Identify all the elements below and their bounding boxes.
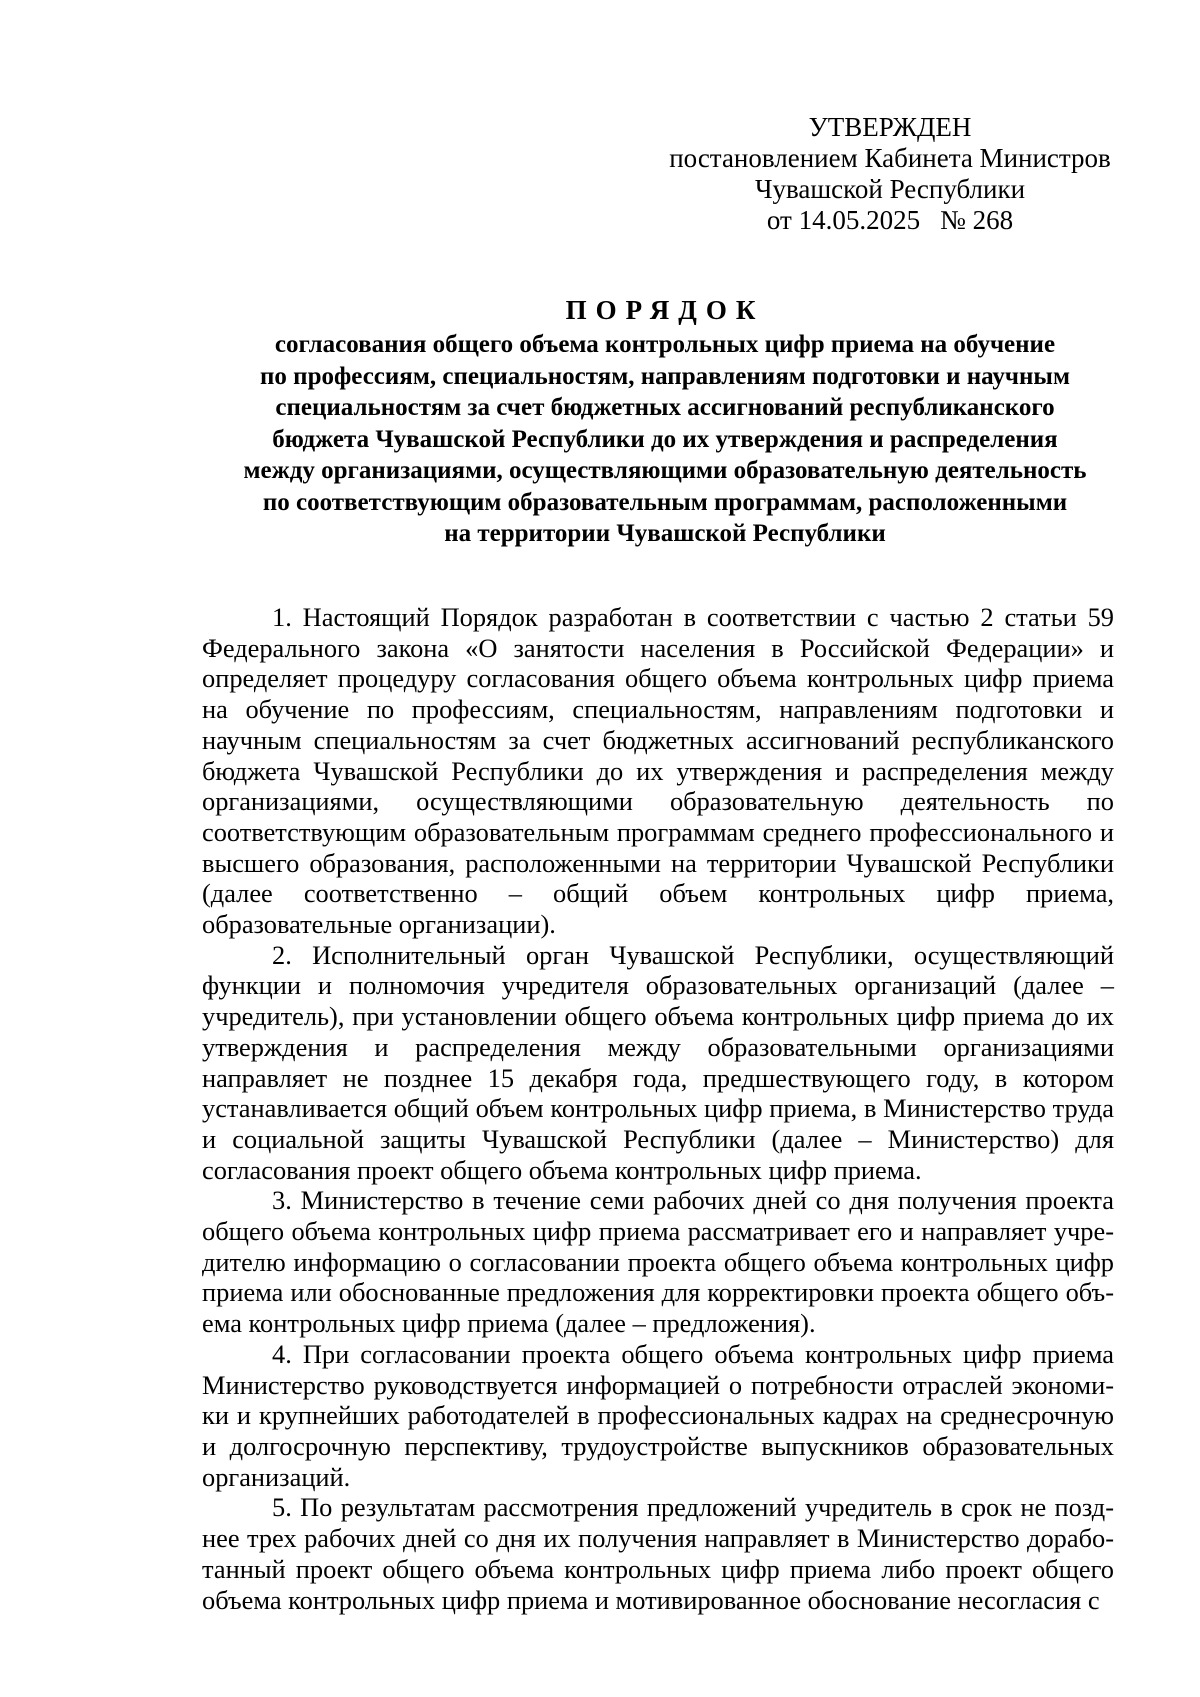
subtitle-line: специальностям за счет бюджетных ассигнований республиканского [275, 394, 1055, 421]
approval-issuer: постановлением Кабинета Министров [669, 143, 1111, 173]
paragraph-1: 1. Настоящий Порядок разработан в соответствии с частью 2 статьи 59 Федерального закона «О занятости населения в Российской Федерации» и определяет процедуру согласования общего объема контрольных цифр приема на обучение по профессиям, специальностям, направлениям подготовки и научным специальностям за счет бюджетных ассигнований республиканского бюджета Чувашской Республики до их утверждения и распределения между организациями, осуществляющими образовательную деятельность по соответствующим образовательным программам среднего профессионального и высшего образования, расположенными на территории Чувашской Республики (далее соответственно – общий объем контрольных цифр приема, образовательные организации). [202, 602, 1114, 940]
subtitle-line: согласования общего объема контрольных цифр приема на обучение [274, 331, 1056, 358]
paragraph-4: 4. При согласовании проекта общего объема контрольных цифр приема Министерство руководствуется информацией о потребности отраслей экономики и крупнейших работодателей в профессиональных кадрах на среднесрочную и долгосрочную перспективу, трудоустройстве выпускников образовательных организаций. [202, 1338, 1114, 1492]
document-heading: ПОРЯДОК [565, 295, 765, 325]
approval-region: Чувашской Республики [754, 174, 1026, 204]
subtitle-line: между организациями, осуществляющими образовательную деятельность [243, 457, 1087, 484]
subtitle-line: по профессиям, специальностям, направлениям подготовки и научным [260, 362, 1070, 390]
paragraph-3: 3. Министерство в течение семи рабочих дней со дня получения проекта общего объема контрольных цифр приема рассматривает его и направляет учредителю информацию о согласовании проекта общего объема контрольных цифр приема или обоснованные предложения для корректировки проекта общего объема контрольных цифр приема (далее – предложения). [202, 1185, 1114, 1339]
subtitle-line: на территории Чувашской Республики [444, 520, 886, 547]
subtitle-line: бюджета Чувашской Республики до их утверждения и распределения [272, 425, 1058, 453]
approval-title: УТВЕРЖДЕН [808, 112, 972, 142]
document-body [202, 602, 1114, 1615]
approval-date-line [660, 205, 1120, 236]
document-subtitle [150, 329, 1180, 550]
subtitle-line: по соответствующим образовательным программам, расположенными [262, 488, 1068, 516]
paragraph-5: 5. По результатам рассмотрения предложений учредитель в срок не позднее трех рабочих дней со дня их получения направляет в Министерство доработанный проект общего объема контрольных цифр приема либо проект общего объема контрольных цифр приема и мотивированное обоснование несогласия с [202, 1492, 1114, 1615]
approval-number: № 268 [940, 205, 1014, 235]
document-title-block [150, 293, 1180, 550]
paragraph-2: 2. Исполнительный орган Чувашской Республики, осуществляющий функции и полномочия учредителя образовательных организаций (далее – учредитель), при установлении общего объема контрольных цифр приема до их утверждения и распределения между образовательными организациями направляет не позднее 15 декабря года, предшествующего году, в котором устанавливается общий объем контрольных цифр приема, в Министерство труда и социальной защиты Чувашской Республики (далее – Министерство) для согласования проект общего объема контрольных цифр приема. [202, 939, 1114, 1185]
approval-stamp [660, 112, 1120, 236]
approval-date: от 14.05.2025 [766, 205, 921, 235]
